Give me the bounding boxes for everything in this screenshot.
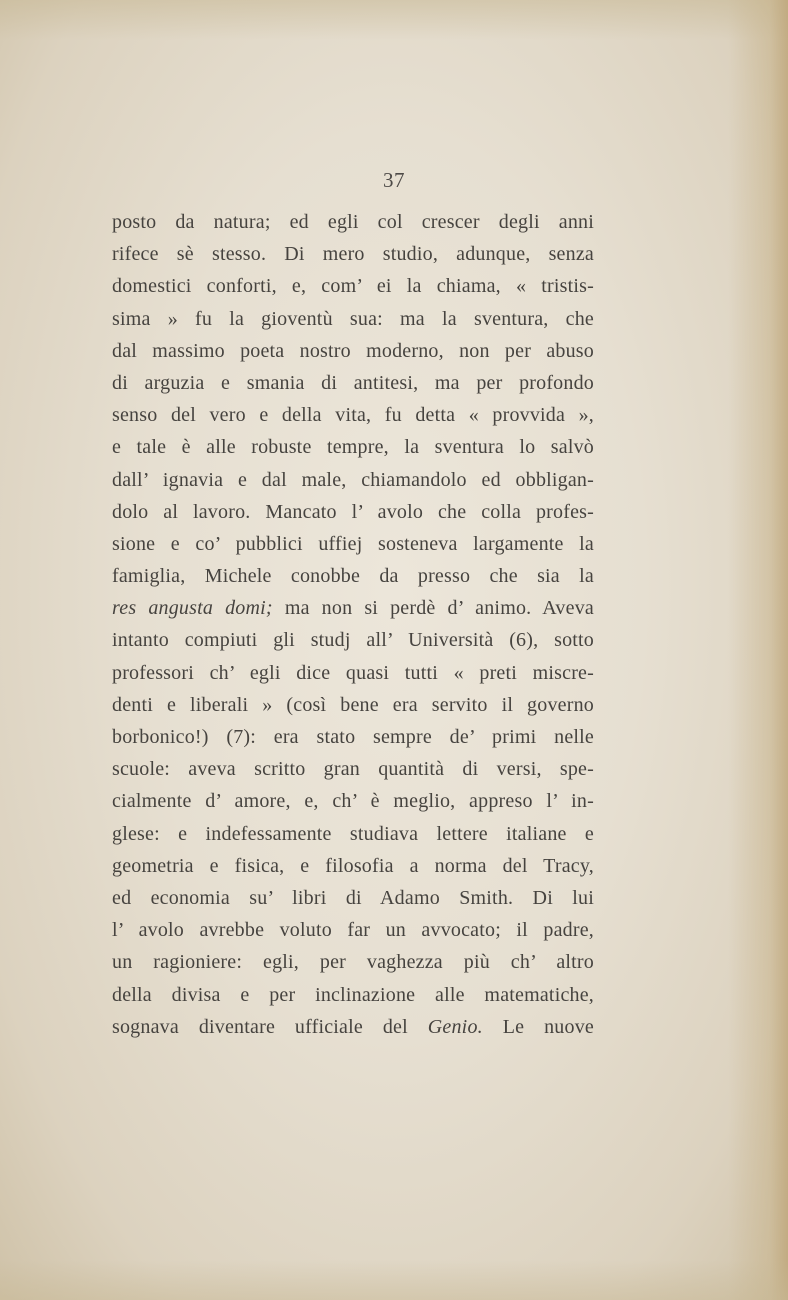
text-line: ed economia su’ libri di Adamo Smith. Di lui (112, 886, 594, 909)
text-line: professori ch’ egli dice quasi tutti « preti miscre- (112, 661, 594, 684)
page-edge-top (0, 0, 788, 40)
text-line: res angusta domi; ma non si perdè d’ animo. Aveva (112, 597, 594, 620)
body-text (112, 206, 594, 1043)
text-line: sima » fu la gioventù sua: ma la sventura, che (112, 307, 594, 330)
text-line: rifece sè stesso. Di mero studio, adunque, senza (112, 243, 594, 266)
italic-word: Genio. (427, 1015, 483, 1038)
text-line: denti e liberali » (così bene era servito il governo (112, 693, 594, 716)
text-line: della divisa e per inclinazione alle matematiche, (112, 983, 594, 1006)
text-line: dal massimo poeta nostro moderno, non per abuso (112, 339, 594, 362)
text-line: posto da natura; ed egli col crescer degli anni (112, 211, 594, 233)
text-line: sognava diventare ufficiale del Genio. Le nuove (112, 1015, 594, 1038)
text-line: di arguzia e smania di antitesi, ma per profondo (112, 371, 594, 394)
text-line: domestici conforti, e, com’ ei la chiama, « tristis- (112, 275, 594, 298)
page-edge-bottom (0, 1260, 788, 1300)
text-line: dolo al lavoro. Mancato l’ avolo che colla profes- (112, 500, 594, 523)
text-line: e tale è alle robuste tempre, la sventura lo salvò (112, 436, 594, 459)
italic-phrase: res angusta domi; (112, 597, 273, 620)
text-line: cialmente d’ amore, e, ch’ è meglio, appreso l’ in- (112, 790, 594, 813)
page-number: 37 (383, 168, 405, 192)
page-edge-right (728, 0, 788, 1300)
text-line: sione e co’ pubblici uffiej sosteneva largamente la (112, 532, 594, 555)
text-line: intanto compiuti gli studj all’ Università (6), sotto (112, 629, 594, 652)
text-line: l’ avolo avrebbe voluto far un avvocato; il padre, (112, 919, 594, 942)
text-line: geometria e fisica, e filosofia a norma del Tracy, (112, 854, 594, 877)
text-line: senso del vero e della vita, fu detta « provvida », (112, 404, 594, 427)
text-line: un ragioniere: egli, per vaghezza più ch’ altro (112, 951, 594, 974)
text-line: famiglia, Michele conobbe da presso che sia la (112, 565, 594, 588)
text-line: scuole: aveva scritto gran quantità di versi, spe- (112, 758, 594, 781)
text-line: borbonico!) (7): era stato sempre de’ primi nelle (112, 726, 594, 748)
text-line: dall’ ignavia e dal male, chiamandolo ed obbligan- (112, 468, 594, 491)
text-line: glese: e indefessamente studiava lettere italiane e (112, 822, 594, 845)
